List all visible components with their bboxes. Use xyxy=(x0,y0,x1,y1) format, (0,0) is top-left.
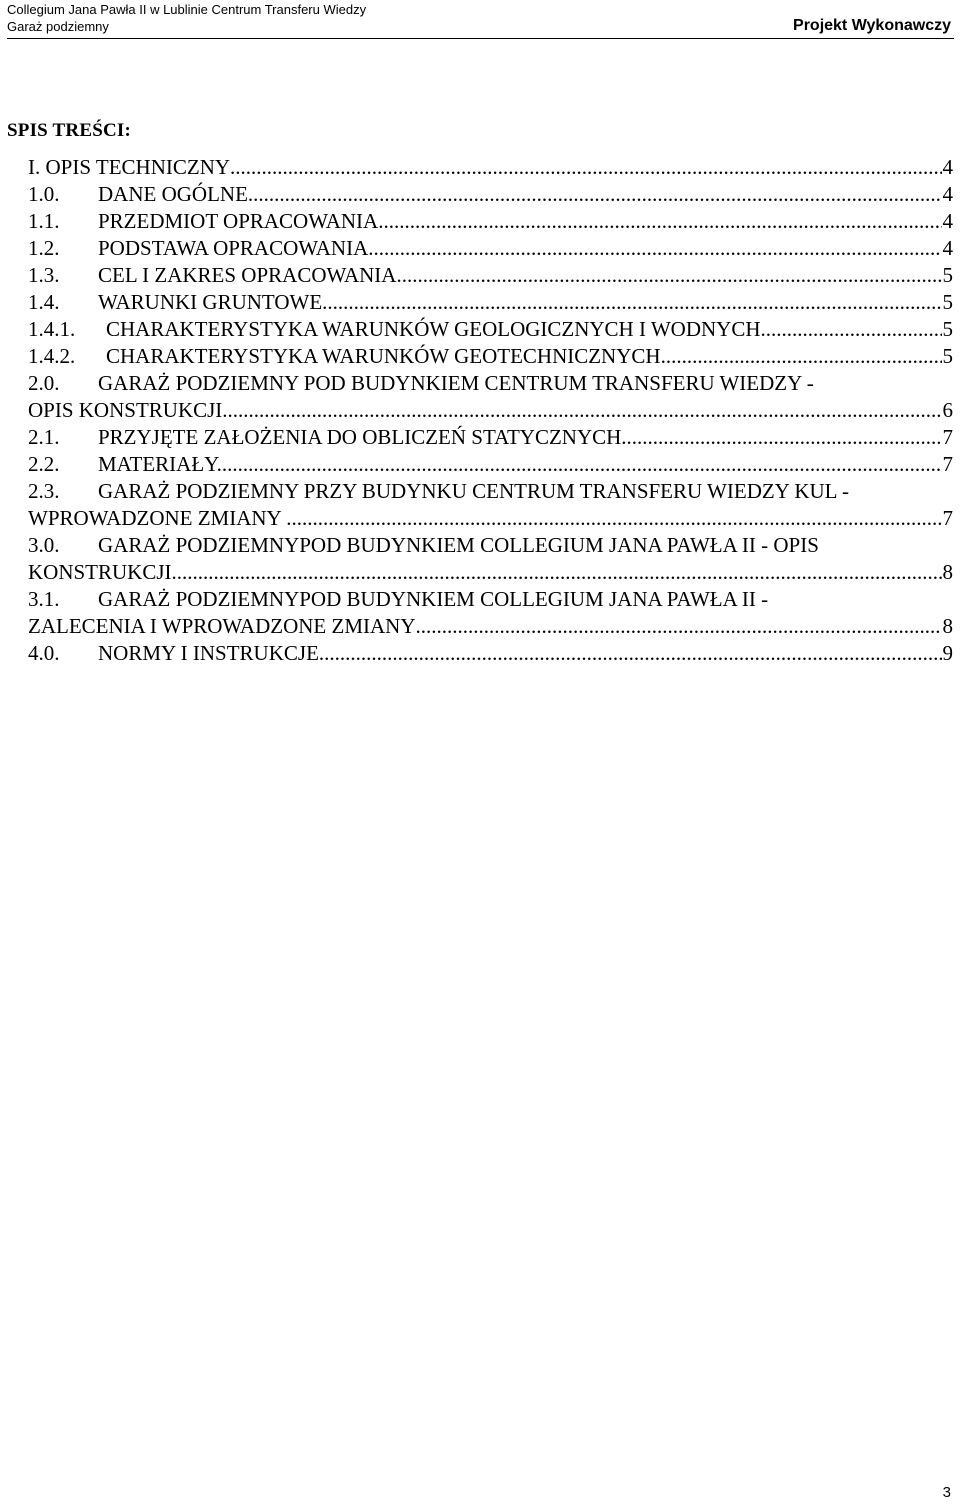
toc-entry-number: 3.1. xyxy=(28,587,60,611)
toc-entry-page: 4 xyxy=(942,236,953,260)
toc-entry-number: 2.3. xyxy=(28,479,60,503)
toc-entry-title: CHARAKTERYSTYKA WARUNKÓW GEOLOGICZNYCH I WODNYCH. xyxy=(106,317,766,341)
toc-entry-title: OPIS KONSTRUKCJI xyxy=(28,398,223,422)
toc-entry[interactable] xyxy=(28,586,953,613)
toc-title: SPIS TREŚCI: xyxy=(7,120,132,141)
toc-entry-title: MATERIAŁY. xyxy=(98,452,222,476)
toc-entry[interactable] xyxy=(28,370,953,397)
toc-entry[interactable] xyxy=(28,559,953,586)
toc-entry-page: 8 xyxy=(942,560,953,584)
toc-entry-title: OPIS TECHNICZNY xyxy=(45,155,231,179)
toc-entry-page: 8 xyxy=(942,614,953,638)
toc-entry-page: 4 xyxy=(942,155,953,179)
toc-entry-number: I. xyxy=(28,155,41,179)
toc-entry-page: 5 xyxy=(942,344,953,368)
toc-entry[interactable] xyxy=(28,181,953,208)
header-subtitle: Garaż podziemny xyxy=(7,19,109,34)
toc-entry[interactable] xyxy=(28,478,953,505)
toc-entry[interactable] xyxy=(28,343,953,370)
toc-entry-number: 1.4.2. xyxy=(28,344,76,368)
toc-entry-title: PRZEDMIOT OPRACOWANIA xyxy=(98,209,379,233)
toc-entry[interactable] xyxy=(28,235,953,262)
toc-entry-page: 4 xyxy=(942,182,953,206)
toc-entry-number: 1.3. xyxy=(28,263,60,287)
header-document-type: Projekt Wykonawczy xyxy=(793,17,951,34)
toc-entry-page: 4 xyxy=(942,209,953,233)
toc-entry-title: PRZYJĘTE ZAŁOŻENIA DO OBLICZEŃ STATYCZNYCH xyxy=(98,425,622,449)
toc-entry[interactable] xyxy=(28,289,953,316)
table-of-contents xyxy=(28,154,953,667)
toc-entry[interactable] xyxy=(28,208,953,235)
toc-entry-title: PODSTAWA OPRACOWANIA. xyxy=(98,236,374,260)
toc-entry-title: NORMY I INSTRUKCJE. xyxy=(98,641,325,665)
toc-dot-leader xyxy=(230,154,941,181)
toc-entry-title: CHARAKTERYSTYKA WARUNKÓW GEOTECHNICZNYCH xyxy=(106,344,661,368)
toc-entry-title: CEL I ZAKRES OPRACOWANIA xyxy=(98,263,397,287)
toc-entry[interactable] xyxy=(28,532,953,559)
page-header xyxy=(7,0,954,39)
toc-entry-number: 2.1. xyxy=(28,425,60,449)
toc-entry-title: WARUNKI GRUNTOWE xyxy=(98,290,323,314)
toc-entry[interactable] xyxy=(28,424,953,451)
toc-dot-leader xyxy=(177,559,942,586)
toc-entry[interactable] xyxy=(28,154,953,181)
toc-entry-number: 3.0. xyxy=(28,533,60,557)
toc-entry[interactable] xyxy=(28,397,953,424)
toc-dot-leader xyxy=(416,613,942,640)
toc-entry-page: 7 xyxy=(942,425,953,449)
toc-dot-leader xyxy=(248,181,942,208)
toc-entry[interactable] xyxy=(28,640,953,667)
toc-entry-title: GARAŻ PODZIEMNY PRZY BUDYNKU CENTRUM TRANSFERU WIEDZY KUL - xyxy=(98,479,849,503)
toc-dot-leader xyxy=(322,289,941,316)
toc-dot-leader xyxy=(378,208,941,235)
toc-entry-number: 2.2. xyxy=(28,452,60,476)
toc-entry[interactable] xyxy=(28,316,953,343)
toc-entry-title: GARAŻ PODZIEMNY POD BUDYNKIEM CENTRUM TRANSFERU WIEDZY - xyxy=(98,371,814,395)
toc-entry[interactable] xyxy=(28,262,953,289)
toc-entry-page: 7 xyxy=(942,506,953,530)
toc-entry[interactable] xyxy=(28,505,953,532)
toc-dot-leader xyxy=(396,262,941,289)
toc-entry-number: 1.0. xyxy=(28,182,60,206)
page-number: 3 xyxy=(942,1484,951,1501)
toc-entry-number: 1.4. xyxy=(28,290,60,314)
toc-entry-title: GARAŻ PODZIEMNYPOD BUDYNKIEM COLLEGIUM JANA PAWŁA II - xyxy=(98,587,769,611)
toc-entry-page: 5 xyxy=(942,317,953,341)
toc-entry-title: DANE OGÓLNE xyxy=(98,182,248,206)
toc-entry-number: 4.0. xyxy=(28,641,60,665)
toc-dot-leader xyxy=(324,640,941,667)
toc-dot-leader xyxy=(291,505,941,532)
toc-dot-leader xyxy=(222,451,942,478)
toc-entry[interactable] xyxy=(28,451,953,478)
toc-entry-number: 1.1. xyxy=(28,209,60,233)
toc-entry-number: 1.2. xyxy=(28,236,60,260)
toc-entry-title: WPROWADZONE ZMIANY . xyxy=(28,506,292,530)
toc-entry-title: GARAŻ PODZIEMNYPOD BUDYNKIEM COLLEGIUM JANA PAWŁA II - OPIS xyxy=(98,533,819,557)
toc-dot-leader xyxy=(374,235,942,262)
toc-entry-page: 7 xyxy=(942,452,953,476)
toc-dot-leader xyxy=(222,397,941,424)
toc-entry-page: 5 xyxy=(942,263,953,287)
toc-dot-leader xyxy=(661,343,942,370)
toc-entry-page: 5 xyxy=(942,290,953,314)
header-project-name: Collegium Jana Pawła II w Lublinie Centrum Transferu Wiedzy xyxy=(7,2,367,17)
toc-dot-leader xyxy=(621,424,941,451)
toc-entry[interactable] xyxy=(28,613,953,640)
toc-entry-title: KONSTRUKCJI. xyxy=(28,560,177,584)
toc-entry-title: ZALECENIA I WPROWADZONE ZMIANY xyxy=(28,614,416,638)
toc-dot-leader xyxy=(766,316,942,343)
toc-entry-number: 1.4.1. xyxy=(28,317,76,341)
toc-entry-page: 9 xyxy=(942,641,953,665)
toc-entry-page: 6 xyxy=(942,398,953,422)
toc-entry-number: 2.0. xyxy=(28,371,60,395)
